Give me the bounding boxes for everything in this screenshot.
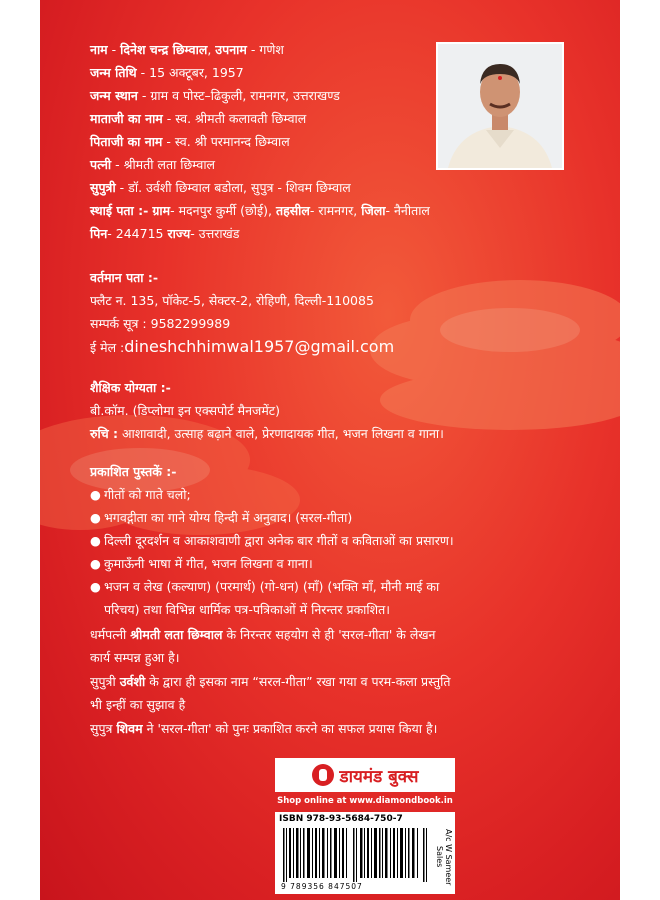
closing-text: सुपुत्री (90, 674, 116, 689)
father-line: पिताजी का नाम - स्व. श्री परमानन्द छिम्वाल (90, 134, 290, 149)
district-label: जिला (361, 203, 386, 218)
mother-line: माताजी का नाम - स्व. श्रीमती कलावती छिम्वाल (90, 111, 307, 126)
daughter-name-emphasis: उर्वशी (119, 674, 146, 689)
birthplace-label: जन्म स्थान (90, 88, 138, 103)
books-heading: प्रकाशित पुस्तकें :- (90, 464, 177, 479)
interest-label: रुचि : (90, 426, 119, 441)
contact-phone: सम्पर्क सूत्र : 9582299989 (90, 316, 231, 331)
tehsil-value: रामनगर (318, 203, 354, 218)
wife-label: पत्नी (90, 157, 112, 172)
wife-name-emphasis: श्रीमती लता छिम्वाल (130, 627, 223, 642)
mother-label: माताजी का नाम (90, 111, 163, 126)
closing-text: धर्मपत्नी (90, 627, 127, 642)
book-item-text: कुमाऊँनी भाषा में गीत, भजन लिखना व गाना। (104, 556, 313, 571)
publisher-logo (275, 758, 455, 792)
wife-value: श्रीमती लता छिम्वाल (123, 157, 216, 172)
bullet-dot-icon: ● (90, 510, 101, 525)
name-label: नाम (90, 42, 108, 57)
perm-address-label: स्थाई पता :- (90, 203, 149, 218)
email-line (90, 337, 394, 357)
mother-value: स्व. श्रीमती कलावती छिम्वाल (175, 111, 307, 126)
alias-value: गणेश (259, 42, 284, 57)
children-line: सुपुत्री - डॉ. उर्वशी छिम्वाल बडोला, सुपुत्र - शिवम छिम्वाल (90, 180, 351, 195)
bullet-dot-icon: ● (90, 533, 101, 548)
interest-line (90, 424, 444, 443)
closing-para-2 (90, 672, 450, 691)
bullet-dot-icon: ● (90, 579, 101, 594)
book-item-text: गीतों को गाते चलो; (104, 487, 191, 502)
publisher-logo-text: डायमंड बुक्स (339, 766, 419, 787)
closing-text: सुपुत्र (90, 721, 113, 736)
closing-para-1 (90, 625, 435, 644)
name-value: दिनेश चन्द्र छिम्वाल (120, 42, 208, 57)
dob-label: जन्म तिथि (90, 65, 137, 80)
closing-text: के निरन्तर सहयोग से ही 'सरल-गीता' के लेखन (226, 627, 436, 642)
dob-value: 15 अक्टूबर, 1957 (149, 65, 244, 80)
list-item (90, 577, 439, 596)
education-degree: बी.कॉम. (डिप्लोमा इन एक्सपोर्ट मैनजमेंट) (90, 403, 280, 418)
current-address-heading: वर्तमान पता :- (90, 270, 159, 285)
barcode-box (275, 812, 455, 894)
father-value: स्व. श्री परमानन्द छिम्वाल (174, 134, 290, 149)
father-label: पिताजी का नाम (90, 134, 163, 149)
book-item-text: दिल्ली दूरदर्शन व आकाशवाणी द्वारा अनेक बार गीतों व कविताओं का प्रसारण। (104, 533, 454, 548)
pin-value: 244715 (115, 226, 164, 241)
daughter-value: डॉ. उर्वशी छिम्वाल बडोला, (128, 180, 248, 195)
son-value: शिवम छिम्वाल (285, 180, 351, 195)
pin-line: पिन- 244715 राज्य- उत्तराखंड (90, 226, 240, 241)
series-text: A/c W Sameer Sales (435, 828, 453, 886)
email-label: ई मेल : (90, 340, 125, 355)
alias-label: उपनाम (215, 42, 247, 57)
list-item (90, 508, 352, 527)
diamond-books-logo-icon (312, 764, 334, 786)
closing-text: के द्वारा ही इसका नाम “सरल-गीता” रखा गया व परम-कला प्रस्तुति (149, 674, 451, 689)
barcode-number: 9 789356 847507 (281, 882, 363, 891)
bullet-dot-icon: ● (90, 556, 101, 571)
list-item (90, 554, 313, 573)
shop-online-text: Shop online at www.diamondbook.in (277, 796, 453, 806)
current-address: फ्लैट न. 135, पॉकेट-5, सेक्टर-2, रोहिणी, दिल्ली-110085 (90, 293, 374, 308)
book-item-text: भगवद्गीता का गाने योग्य हिन्दी में अनुवाद। (सरल-गीता) (104, 510, 353, 525)
tehsil-label: तहसील (275, 203, 310, 218)
education-heading: शैक्षिक योग्यता :- (90, 380, 171, 395)
book-back-cover (40, 0, 620, 900)
closing-para-2-cont: भी इन्हीं का सुझाव है (90, 697, 186, 712)
village-label: ग्राम (152, 203, 171, 218)
barcode-icon (281, 828, 431, 882)
dob-line: जन्म तिथि - 15 अक्टूबर, 1957 (90, 65, 244, 80)
closing-para-1-cont: कार्य सम्पन्न हुआ है। (90, 650, 180, 665)
pin-label: पिन (90, 226, 108, 241)
daughter-label: सुपुत्री (90, 180, 116, 195)
closing-para-3 (90, 719, 437, 738)
state-label: राज्य (167, 226, 191, 241)
son-name-emphasis: शिवम (116, 721, 143, 736)
email-value: dineshchhimwal1957@gmail.com (124, 337, 395, 356)
author-photo (436, 42, 564, 170)
closing-text: ने 'सरल-गीता' को पुनः प्रकाशित करने का सफल प्रयास किया है। (146, 721, 438, 736)
list-item (90, 485, 191, 504)
son-label: सुपुत्र (251, 180, 274, 195)
village-value: मदनपुर कुर्मी (छोई) (178, 203, 268, 218)
district-value: नैनीताल (393, 203, 430, 218)
state-value: उत्तराखंड (198, 226, 240, 241)
wife-line: पत्नी - श्रीमती लता छिम्वाल (90, 157, 216, 172)
isbn-text: ISBN 978-93-5684-750-7 (279, 814, 403, 824)
birthplace-value: ग्राम व पोस्ट–ढिकुली, रामनगर, उत्तराखण्ड (150, 88, 340, 103)
bullet-dot-icon: ● (90, 487, 101, 502)
birthplace-line: जन्म स्थान - ग्राम व पोस्ट–ढिकुली, रामनगर, उत्तराखण्ड (90, 88, 340, 103)
name-line: नाम - दिनेश चन्द्र छिम्वाल, उपनाम - गणेश (90, 42, 284, 57)
permanent-address-line: स्थाई पता :- ग्राम- मदनपुर कुर्मी (छोई), तहसील- रामनगर, जिला- नैनीताल (90, 203, 430, 218)
interest-value: आशावादी, उत्साह बढ़ाने वाले, प्रेरणादायक गीत, भजन लिखना व गाना। (122, 426, 444, 441)
list-item (90, 531, 454, 550)
book-item-text: भजन व लेख (कल्याण) (परमार्थ) (गो-धन) (माँ) (भक्ति माँ, मौनी माई का (104, 579, 440, 594)
book-item-continuation: परिचय) तथा विभिन्न धार्मिक पत्र-पत्रिकाओं में निरन्तर प्रकाशित। (104, 602, 391, 617)
